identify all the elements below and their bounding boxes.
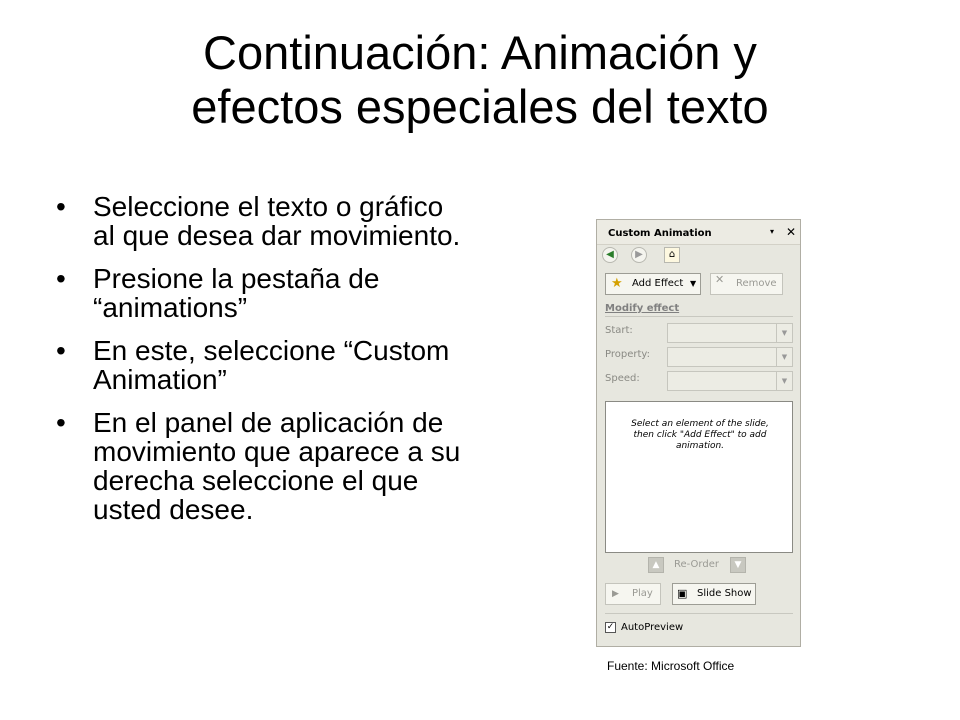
reorder-controls: [648, 557, 748, 575]
projector-icon: ▣: [677, 587, 688, 600]
pane-close-icon[interactable]: ✕: [786, 225, 797, 239]
chevron-down-icon: ▼: [776, 324, 792, 342]
chevron-down-icon: ▼: [776, 348, 792, 366]
divider: [605, 613, 793, 614]
play-label: Play: [632, 588, 653, 599]
play-icon: ▶: [612, 589, 619, 599]
custom-animation-pane: [596, 219, 801, 647]
autopreview-checkbox[interactable]: ✓: [606, 622, 615, 632]
modify-effect-heading: Modify effect: [605, 303, 680, 314]
chevron-down-icon: ▼: [776, 372, 792, 390]
title-line-1: Continuación: Animación y: [203, 26, 757, 79]
chevron-down-icon: ▼: [690, 279, 697, 288]
bullet-item: • En este, seleccione “Custom Animation”: [56, 336, 466, 394]
add-effect-label: Add Effect: [632, 278, 684, 289]
divider: [605, 316, 793, 317]
home-icon[interactable]: ⌂: [664, 247, 680, 263]
pane-nav-bar: [602, 247, 682, 265]
animation-list[interactable]: [605, 401, 793, 553]
star-icon: ★: [611, 276, 623, 291]
move-up-icon[interactable]: ▲: [648, 557, 664, 573]
move-down-icon[interactable]: ▼: [730, 557, 746, 573]
start-label: Start:: [605, 325, 633, 336]
property-label: Property:: [605, 349, 650, 360]
play-button[interactable]: [605, 583, 661, 605]
speed-label: Speed:: [605, 373, 640, 384]
bullet-item: • En el panel de aplicación de movimiento que aparece a su derecha seleccione el que usted desee.: [56, 408, 466, 524]
slide-show-button[interactable]: [672, 583, 756, 605]
pane-header: [597, 220, 800, 245]
bullet-item: • Presione la pestaña de “animations”: [56, 264, 466, 322]
bullet-item: • Seleccione el texto o gráfico al que desea dar movimiento.: [56, 192, 466, 250]
list-empty-message: Select an element of the slide, then click "Add Effect" to add animation.: [631, 419, 769, 451]
pane-title: Custom Animation: [608, 228, 712, 239]
remove-x-icon: ✕: [715, 273, 725, 286]
back-arrow-icon[interactable]: ◀: [602, 247, 618, 263]
remove-label: Remove: [736, 278, 777, 289]
bullet-list: [56, 192, 466, 538]
reorder-label: Re-Order: [674, 559, 719, 570]
pane-menu-dropdown-icon[interactable]: ▾: [770, 227, 775, 236]
remove-button[interactable]: [710, 273, 783, 295]
add-effect-button[interactable]: [605, 273, 701, 295]
speed-select[interactable]: [667, 371, 793, 391]
property-select[interactable]: [667, 347, 793, 367]
start-select[interactable]: [667, 323, 793, 343]
slide-show-label: Slide Show: [697, 588, 752, 599]
title-line-2: efectos especiales del texto: [191, 80, 769, 133]
slide-title: [40, 26, 920, 134]
autopreview-label: AutoPreview: [621, 622, 684, 633]
forward-arrow-icon[interactable]: ▶: [631, 247, 647, 263]
source-caption: Fuente: Microsoft Office: [607, 659, 735, 673]
